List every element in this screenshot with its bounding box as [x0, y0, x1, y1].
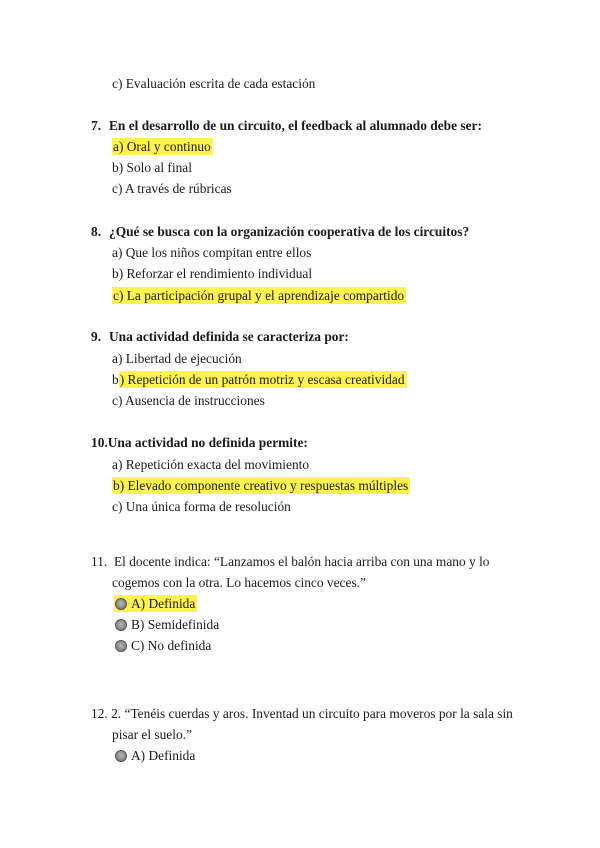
- radio-icon[interactable]: [115, 598, 127, 610]
- q8-question: [91, 223, 469, 241]
- q11-option-b-label: B) Semidefinida: [131, 617, 220, 632]
- q9-option-b-highlight: ) Repetición de un patrón motriz y escasa creatividad: [119, 372, 405, 387]
- q7-text: En el desarrollo de un circuito, el feedback al alumnado debe ser:: [109, 118, 482, 133]
- q8-option-c-highlight: c) La participación grupal y el aprendizaje compartido: [113, 288, 405, 303]
- q12-question-line2: pisar el suelo.”: [112, 727, 192, 742]
- q10-option-c: c) Una única forma de resolución: [112, 499, 291, 514]
- q11-option-c[interactable]: [115, 637, 211, 655]
- q11-option-b[interactable]: [115, 616, 219, 634]
- q7-option-a-highlight: a) Oral y continuo: [113, 139, 211, 154]
- q11-option-a-highlight: [114, 595, 197, 612]
- q8-option-a: a) Que los niños compitan entre ellos: [112, 245, 312, 260]
- q8-number: 8.: [91, 224, 102, 239]
- q10-option-a: a) Repetición exacta del movimiento: [112, 457, 310, 472]
- q9-option-b: [112, 371, 407, 389]
- q9-option-c: c) Ausencia de instrucciones: [112, 393, 265, 408]
- q12-number: 12.: [91, 706, 108, 721]
- q11-number: 11.: [91, 554, 108, 569]
- q7-option-a: [112, 138, 213, 156]
- q12-question-line1: [91, 705, 513, 723]
- q8-option-c: [112, 287, 406, 305]
- q11-question-line1: [91, 553, 489, 571]
- q10-number: 10.: [91, 435, 108, 450]
- q11-option-c-label: C) No definida: [131, 638, 212, 653]
- q7-question: [91, 117, 482, 135]
- q8-option-b: b) Reforzar el rendimiento individual: [112, 266, 313, 281]
- q7-option-c: c) A través de rúbricas: [112, 181, 232, 196]
- q9-number: 9.: [91, 329, 102, 344]
- q6-option-c: c) Evaluación escrita de cada estación: [112, 76, 316, 91]
- q8-text: ¿Qué se busca con la organización cooperativa de los circuitos?: [109, 224, 470, 239]
- q11-option-a[interactable]: [114, 595, 197, 613]
- q11-question-line2: cogemos con la otra. Lo hacemos cinco veces.”: [112, 575, 366, 590]
- q9-text: Una actividad definida se caracteriza por:: [109, 329, 349, 344]
- radio-icon[interactable]: [115, 640, 127, 652]
- q12-text-line1: 2. “Tenéis cuerdas y aros. Inventad un circuito para moveros por la sala sin: [111, 706, 513, 721]
- q9-option-b-prefix: b: [112, 372, 119, 387]
- q10-option-b: [112, 477, 410, 495]
- q9-question: [91, 328, 349, 346]
- q7-number: 7.: [91, 118, 102, 133]
- q10-text: Una actividad no definida permite:: [107, 435, 308, 450]
- q11-option-a-label: A) Definida: [131, 596, 196, 611]
- q12-option-a-label: A) Definida: [131, 748, 196, 763]
- q7-option-b: b) Solo al final: [112, 160, 192, 175]
- q10-question: [91, 434, 308, 452]
- radio-icon[interactable]: [115, 619, 127, 631]
- q9-option-a: a) Libertad de ejecución: [112, 351, 242, 366]
- q12-option-a[interactable]: [115, 747, 195, 765]
- q10-option-b-highlight: b) Elevado componente creativo y respuestas múltiples: [113, 478, 409, 493]
- q11-text-line1: El docente indica: “Lanzamos el balón hacia arriba con una mano y lo: [113, 554, 490, 569]
- radio-icon[interactable]: [115, 750, 127, 762]
